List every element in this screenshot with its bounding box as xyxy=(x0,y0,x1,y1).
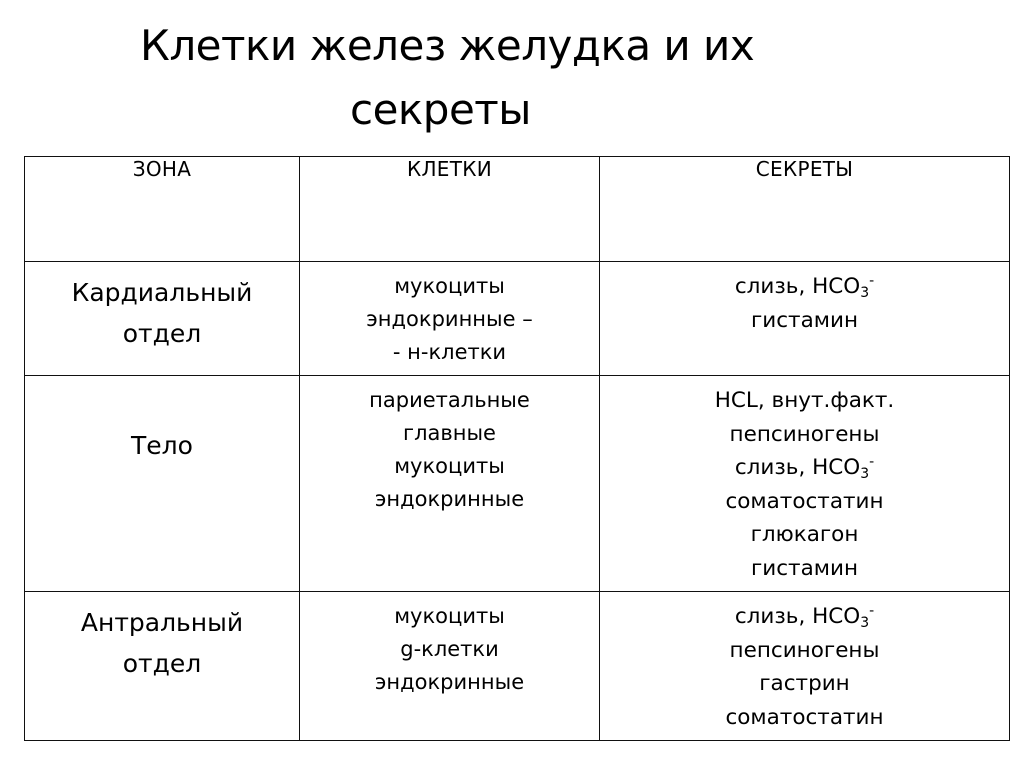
cell-type: - н-клетки xyxy=(392,340,507,364)
secretion-item: пепсиногены xyxy=(729,637,880,663)
cell-type: эндокринные xyxy=(374,487,525,511)
slide-title xyxy=(140,14,840,142)
zone-cell xyxy=(25,262,300,376)
cell-type: эндокринные – xyxy=(366,307,533,331)
zone-line: Кардиальный xyxy=(71,278,253,307)
cells-cell xyxy=(300,592,600,741)
cells-cell xyxy=(300,262,600,376)
zone-line: отдел xyxy=(122,649,202,678)
cell-type: g-клетки xyxy=(400,637,499,661)
cell-type: мукоциты xyxy=(394,274,505,298)
secretion-item: гастрин xyxy=(759,671,850,696)
zone-line: Тело xyxy=(131,431,193,460)
secretions-cell xyxy=(600,376,1010,592)
header-secretions: СЕКРЕТЫ xyxy=(600,157,1010,262)
secretion-item: соматостатин xyxy=(725,488,884,514)
secretion-item: соматостатин xyxy=(725,704,884,730)
table-row xyxy=(25,262,1010,376)
table-row xyxy=(25,376,1010,592)
zone-line: Антральный xyxy=(80,608,244,637)
secretion-item: пепсиногены xyxy=(729,421,880,447)
cell-type: мукоциты xyxy=(394,454,505,478)
secretions-cell xyxy=(600,262,1010,376)
secretion-item: слизь, $НСО_3^-$ xyxy=(734,454,875,482)
header-zone: ЗОНА xyxy=(25,157,300,262)
zone-cell xyxy=(25,592,300,741)
cell-type: эндокринные xyxy=(374,670,525,694)
cell-type: париетальные xyxy=(369,388,530,412)
secretion-item: гистамин xyxy=(750,307,859,333)
header-cells: КЛЕТКИ xyxy=(300,157,600,262)
cell-type: мукоциты xyxy=(394,604,505,628)
secretion-item: гистамин xyxy=(750,555,859,581)
zone-cell xyxy=(25,376,300,592)
gastric-glands-table xyxy=(24,156,1010,741)
secretions-cell xyxy=(600,592,1010,741)
secretion-item: слизь, $НСО_3^-$ xyxy=(734,603,875,631)
secretion-item: глюкагон xyxy=(750,522,859,547)
cell-type: главные xyxy=(403,421,496,445)
cells-cell xyxy=(300,376,600,592)
title-line-2: секреты xyxy=(350,85,531,134)
secretion-item: HCL, внут.факт. xyxy=(714,388,895,413)
table-header-row xyxy=(25,157,1010,262)
table-row xyxy=(25,592,1010,741)
title-line-1: Клетки желез желудка и их xyxy=(140,21,755,70)
zone-line: отдел xyxy=(122,319,202,348)
secretion-item: слизь, $НСО_3^-$ xyxy=(734,273,875,301)
